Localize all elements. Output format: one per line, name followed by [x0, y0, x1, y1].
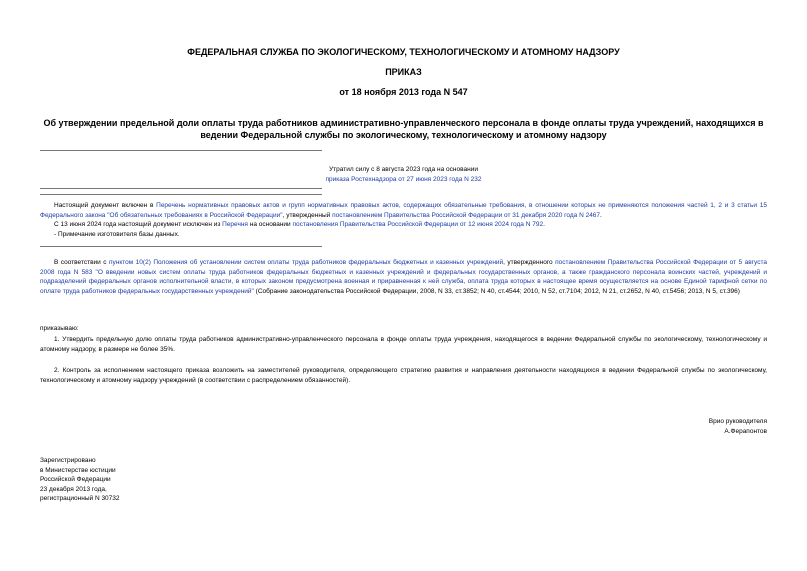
regulation-point-link[interactable]: пунктом 10(2) Положения об установлении систем оплаты труда работников федеральных бюджетных и казенных учреждений — [108, 259, 504, 266]
document-title: Об утверждении предельной доли оплаты труда работников административно-управленческого персонала в фонде оплаты труда учреждений, находящихся в ведении Федеральной службы по экологическому, технологическому и атомному надзору — [43, 118, 764, 140]
note-inclusion: Настоящий документ включен в Перечень нормативных правовых актов и групп нормативных правовых актов, содержащих обязательные требования, в отношении которых не применяются положения частей 1, 2 и 3 статьи 15 Федерального закона "Об обязательных требованиях в Российской Федерации", утвержденный постановлением Правительства Российской Федерации от 31 декабря 2020 года N 2467. — [40, 202, 767, 219]
note-exclusion: С 13 июня 2024 года настоящий документ исключен из Перечня на основании постановления Правительства Российской Федерации от 12 июня 2024 года N 792. — [54, 221, 545, 228]
signer-name: А.Ферапонтов — [724, 427, 767, 435]
resolution-2467-link[interactable]: постановлением Правительства Российской Федерации от 31 декабря 2020 года N 2467 — [332, 211, 601, 219]
repeal-text: Утратил силу с 8 августа 2023 года на основании — [329, 166, 478, 173]
divider — [40, 194, 322, 195]
resolution-792-link[interactable]: постановления Правительства Российской Федерации от 12 июня 2024 года N 792 — [292, 221, 544, 228]
registration-line: Российской Федерации — [40, 476, 111, 483]
divider — [40, 246, 322, 247]
divider — [40, 150, 322, 151]
orders-word: приказываю: — [40, 325, 79, 332]
order-word: ПРИКАЗ — [385, 67, 422, 77]
agency-name: ФЕДЕРАЛЬНАЯ СЛУЖБА ПО ЭКОЛОГИЧЕСКОМУ, ТЕХНОЛОГИЧЕСКОМУ И АТОМНОМУ НАДЗОРУ — [187, 47, 620, 57]
list-link[interactable]: Перечень нормативных правовых актов и групп нормативных правовых актов, содержащих обязательные требования, в отношении которых не применяются положения частей 1, 2 и 3 статьи 15 Федерального закона "Об обязательных требованиях в Российской Федерации" — [40, 202, 767, 219]
signer-position: Врио руководителя — [708, 418, 767, 425]
signature-block — [709, 417, 767, 436]
registration-block — [40, 456, 120, 504]
repeal-order-link[interactable]: приказа Ростехнадзора от 27 июня 2023 года N 232 — [325, 175, 482, 183]
order-date: от 18 ноября 2013 года N 547 — [339, 87, 468, 97]
divider — [40, 188, 322, 189]
registration-line: Зарегистрировано — [40, 457, 96, 464]
registration-line: 23 декабря 2013 года, — [40, 485, 107, 493]
registration-line: в Министерстве юстиции — [40, 466, 116, 474]
note-db-maker: - Примечание изготовителя базы данных. — [54, 230, 180, 238]
registration-line: регистрационный N 30732 — [40, 495, 120, 502]
database-notes — [40, 201, 767, 239]
list-link-2[interactable]: Перечня — [222, 221, 248, 228]
repeal-note — [0, 165, 807, 184]
resolution-583-link[interactable]: постановлением Правительства Российской Федерации от 5 августа 2008 года N 583 "О введении новых систем оплаты труда работников федеральных бюджетных и казенных учреждений и федеральных государственных органов, а также гражданского персонала воинских частей, учреждений и подразделений федеральных органов исполнительной власти, в которых законом предусмотрена военная и приравненная к ней служба, оплата труда которых в настоящее время осуществляется на основе Единой тарифной сетки по оплате труда работников федеральных государственных учреждений" — [40, 259, 767, 295]
order-item-1: 1. Утвердить предельную долю оплаты труда работников административно-управленческого персонала в фонде оплаты труда учреждения, находящегося в ведении Федеральной службы по экологическому, технологическому и атомному надзору, в размере не более 35%. — [40, 336, 767, 353]
preamble-paragraph: В соответствии с пунктом 10(2) Положения об установлении систем оплаты труда работников федеральных бюджетных и казенных учреждений, утвержденного постановлением Правительства Российской Федерации от 5 августа 2008 года N 583 "О введении новых систем оплаты труда работников федеральных бюджетных и казенных учреждений и федеральных государственных органов, а также гражданского персонала воинских частей, учреждений и подразделений федеральных органов исполнительной власти, в которых законом предусмотрена военная и приравненная к ней служба, оплата труда которых в настоящее время осуществляется на основе Единой тарифной сетки по оплате труда работников федеральных государственных учреждений" (Собрание законодательства Российской Федерации, 2008, N 33, ст.3852; N 40, ст.4544; 2010, N 52, ст.7104; 2012, N 21, ст.2652, N 40, ст.5456; 2013, N 5, ст.396) — [40, 259, 767, 295]
order-item-2: 2. Контроль за исполнением настоящего приказа возложить на заместителей руководителя, определяющего стратегию развития и направления деятельности находящихся в ведении Федеральной службы по экологическому, технологическому и атомному надзору учреждений (в соответствии с распределением обязанностей). — [40, 367, 767, 384]
